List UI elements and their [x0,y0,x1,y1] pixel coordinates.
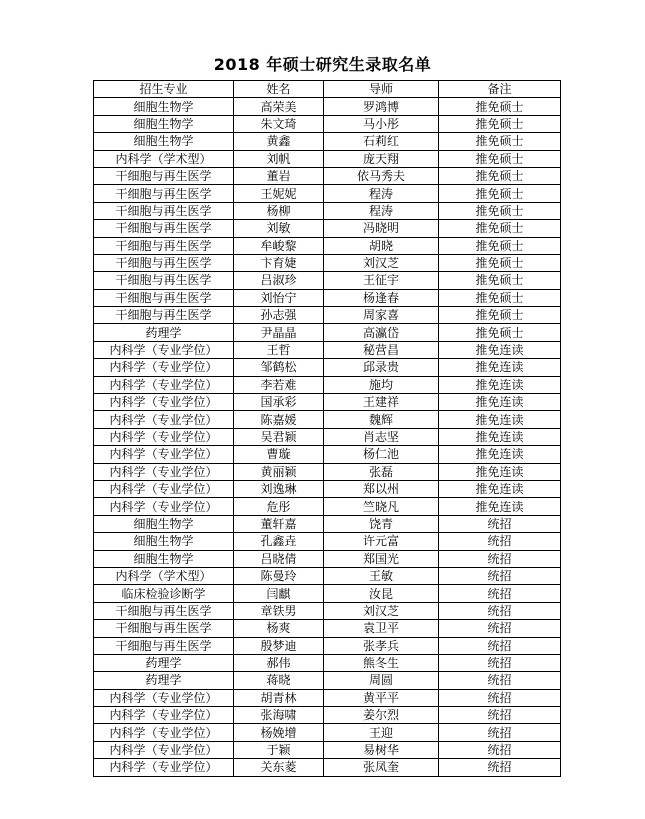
cell-supervisor: 施均 [324,376,439,393]
table-row [94,307,561,324]
cell-supervisor: 肖志坚 [324,428,439,445]
cell-major: 药理学 [94,654,234,671]
cell-remark: 推免连读 [439,463,561,480]
cell-major: 干细胞与再生医学 [94,307,234,324]
cell-major: 内科学（学术型） [94,150,234,167]
cell-name: 杨柳 [234,202,324,219]
cell-major: 内科学（专业学位） [94,759,234,776]
cell-major: 干细胞与再生医学 [94,602,234,619]
cell-name: 黄鑫 [234,133,324,150]
cell-remark: 推免连读 [439,394,561,411]
cell-remark: 统招 [439,654,561,671]
cell-name: 吕淑珍 [234,272,324,289]
table-row [94,567,561,584]
table-row [94,185,561,202]
cell-remark: 推免硕士 [439,167,561,184]
cell-name: 邹鹤松 [234,359,324,376]
cell-remark: 统招 [439,515,561,532]
cell-remark: 推免硕士 [439,98,561,115]
table-row [94,724,561,741]
cell-major: 内科学（专业学位） [94,411,234,428]
cell-supervisor: 冯晓明 [324,220,439,237]
cell-major: 干细胞与再生医学 [94,185,234,202]
cell-supervisor: 杨仁池 [324,446,439,463]
table-row [94,237,561,254]
cell-name: 陈嘉媛 [234,411,324,428]
table-row [94,167,561,184]
cell-name: 曹璇 [234,446,324,463]
table-row [94,741,561,758]
cell-major: 内科学（专业学位） [94,446,234,463]
cell-major: 细胞生物学 [94,133,234,150]
cell-supervisor: 熊冬生 [324,654,439,671]
cell-supervisor: 高瀛岱 [324,324,439,341]
cell-name: 李若难 [234,376,324,393]
cell-major: 内科学（专业学位） [94,689,234,706]
cell-supervisor: 郑以州 [324,480,439,497]
cell-remark: 推免硕士 [439,220,561,237]
table-row [94,202,561,219]
cell-name: 关东菱 [234,759,324,776]
cell-major: 细胞生物学 [94,115,234,132]
cell-remark: 推免连读 [439,359,561,376]
cell-supervisor: 张磊 [324,463,439,480]
table-row [94,637,561,654]
cell-name: 刘怡宁 [234,289,324,306]
cell-name: 黄丽颖 [234,463,324,480]
cell-remark: 推免连读 [439,428,561,445]
cell-remark: 推免硕士 [439,307,561,324]
cell-remark: 推免连读 [439,411,561,428]
table-row [94,533,561,550]
table-row [94,98,561,115]
cell-major: 内科学（学术型） [94,567,234,584]
cell-remark: 统招 [439,759,561,776]
cell-remark: 统招 [439,550,561,567]
cell-supervisor: 竺晓凡 [324,498,439,515]
cell-name: 刘帆 [234,150,324,167]
cell-supervisor: 许元富 [324,533,439,550]
cell-supervisor: 庞天翔 [324,150,439,167]
cell-supervisor: 马小彤 [324,115,439,132]
cell-remark: 统招 [439,620,561,637]
table-row [94,689,561,706]
cell-supervisor: 张孝兵 [324,637,439,654]
table-row [94,272,561,289]
cell-major: 内科学（专业学位） [94,498,234,515]
cell-name: 杨爽 [234,620,324,637]
cell-remark: 推免连读 [439,376,561,393]
header-major: 招生专业 [94,81,234,98]
cell-name: 吴君颖 [234,428,324,445]
cell-remark: 推免连读 [439,498,561,515]
cell-name: 牟峻黎 [234,237,324,254]
cell-name: 张海啸 [234,707,324,724]
table-row [94,654,561,671]
cell-major: 内科学（专业学位） [94,394,234,411]
cell-remark: 推免硕士 [439,237,561,254]
cell-supervisor: 周圆 [324,672,439,689]
cell-name: 蒋晓 [234,672,324,689]
table-row [94,602,561,619]
header-remark: 备注 [439,81,561,98]
header-supervisor: 导师 [324,81,439,98]
cell-name: 胡青林 [234,689,324,706]
cell-major: 内科学（专业学位） [94,376,234,393]
cell-major: 干细胞与再生医学 [94,637,234,654]
cell-major: 干细胞与再生医学 [94,289,234,306]
cell-major: 内科学（专业学位） [94,428,234,445]
cell-remark: 统招 [439,689,561,706]
cell-major: 内科学（专业学位） [94,741,234,758]
cell-name: 国承彩 [234,394,324,411]
cell-supervisor: 王建祥 [324,394,439,411]
cell-supervisor: 程涛 [324,185,439,202]
table-row [94,480,561,497]
cell-major: 干细胞与再生医学 [94,620,234,637]
cell-supervisor: 罗鸿博 [324,98,439,115]
cell-supervisor: 王迎 [324,724,439,741]
cell-name: 刘敏 [234,220,324,237]
cell-supervisor: 黄平平 [324,689,439,706]
cell-remark: 推免硕士 [439,202,561,219]
cell-major: 细胞生物学 [94,515,234,532]
table-row [94,707,561,724]
table-row [94,759,561,776]
table-row [94,515,561,532]
cell-remark: 推免连读 [439,446,561,463]
cell-name: 董轩嘉 [234,515,324,532]
table-row [94,446,561,463]
cell-name: 章铁男 [234,602,324,619]
cell-major: 临床检验诊断学 [94,585,234,602]
cell-supervisor: 依马秀夫 [324,167,439,184]
cell-supervisor: 饶青 [324,515,439,532]
cell-supervisor: 秘营昌 [324,341,439,358]
cell-remark: 推免硕士 [439,115,561,132]
cell-major: 细胞生物学 [94,98,234,115]
table-body [94,98,561,776]
cell-remark: 推免硕士 [439,133,561,150]
cell-supervisor: 程涛 [324,202,439,219]
table-row [94,341,561,358]
cell-major: 药理学 [94,324,234,341]
table-row [94,133,561,150]
table-row [94,115,561,132]
header-name: 姓名 [234,81,324,98]
cell-supervisor: 胡晓 [324,237,439,254]
cell-supervisor: 郑国光 [324,550,439,567]
cell-supervisor: 刘汉芝 [324,602,439,619]
cell-remark: 统招 [439,602,561,619]
cell-supervisor: 刘汉芝 [324,254,439,271]
table-header-row [94,81,561,98]
table-row [94,672,561,689]
cell-major: 内科学（专业学位） [94,359,234,376]
cell-name: 于颖 [234,741,324,758]
table-row [94,498,561,515]
cell-major: 干细胞与再生医学 [94,220,234,237]
cell-remark: 统招 [439,741,561,758]
cell-major: 干细胞与再生医学 [94,272,234,289]
cell-supervisor: 袁卫平 [324,620,439,637]
cell-remark: 推免连读 [439,341,561,358]
table-row [94,550,561,567]
cell-name: 尹晶晶 [234,324,324,341]
cell-remark: 统招 [439,707,561,724]
table-row [94,463,561,480]
cell-major: 干细胞与再生医学 [94,202,234,219]
cell-remark: 统招 [439,724,561,741]
cell-name: 董岩 [234,167,324,184]
cell-name: 孙志强 [234,307,324,324]
cell-name: 王哲 [234,341,324,358]
cell-remark: 统招 [439,585,561,602]
cell-remark: 统招 [439,672,561,689]
cell-remark: 推免硕士 [439,324,561,341]
cell-name: 朱文琦 [234,115,324,132]
table-row [94,150,561,167]
cell-name: 殷梦迪 [234,637,324,654]
cell-remark: 推免硕士 [439,272,561,289]
cell-major: 细胞生物学 [94,550,234,567]
table-row [94,428,561,445]
cell-name: 王妮妮 [234,185,324,202]
cell-major: 干细胞与再生医学 [94,254,234,271]
cell-major: 细胞生物学 [94,533,234,550]
cell-name: 卞育婕 [234,254,324,271]
cell-remark: 推免硕士 [439,254,561,271]
cell-supervisor: 周家喜 [324,307,439,324]
cell-supervisor: 易树华 [324,741,439,758]
table-row [94,411,561,428]
cell-major: 内科学（专业学位） [94,463,234,480]
cell-major: 内科学（专业学位） [94,480,234,497]
cell-remark: 推免硕士 [439,185,561,202]
cell-major: 药理学 [94,672,234,689]
table-row [94,324,561,341]
table-row [94,620,561,637]
cell-remark: 推免硕士 [439,289,561,306]
cell-supervisor: 汝昆 [324,585,439,602]
table-row [94,376,561,393]
cell-supervisor: 杨逢春 [324,289,439,306]
table-row [94,254,561,271]
cell-name: 闫麒 [234,585,324,602]
cell-remark: 统招 [439,567,561,584]
cell-name: 吕晓倩 [234,550,324,567]
cell-name: 危彤 [234,498,324,515]
page-title: 2018 年硕士研究生录取名单 [213,55,432,74]
cell-name: 杨娩增 [234,724,324,741]
table-row [94,585,561,602]
cell-name: 孔鑫垚 [234,533,324,550]
table-row [94,220,561,237]
cell-name: 郝伟 [234,654,324,671]
cell-remark: 统招 [439,533,561,550]
cell-remark: 推免连读 [439,480,561,497]
cell-remark: 推免硕士 [439,150,561,167]
cell-major: 干细胞与再生医学 [94,167,234,184]
cell-supervisor: 魏辉 [324,411,439,428]
cell-major: 干细胞与再生医学 [94,237,234,254]
table-row [94,289,561,306]
cell-supervisor: 王征宇 [324,272,439,289]
cell-remark: 统招 [439,637,561,654]
cell-supervisor: 王敏 [324,567,439,584]
cell-supervisor: 石莉红 [324,133,439,150]
cell-major: 内科学（专业学位） [94,707,234,724]
cell-major: 内科学（专业学位） [94,341,234,358]
cell-name: 陈曼玲 [234,567,324,584]
cell-supervisor: 张凤奎 [324,759,439,776]
admission-table [93,80,561,777]
cell-supervisor: 姜尔烈 [324,707,439,724]
cell-name: 刘逸琳 [234,480,324,497]
cell-major: 内科学（专业学位） [94,724,234,741]
table-row [94,359,561,376]
cell-name: 高荣美 [234,98,324,115]
table-row [94,394,561,411]
cell-supervisor: 邱录贵 [324,359,439,376]
